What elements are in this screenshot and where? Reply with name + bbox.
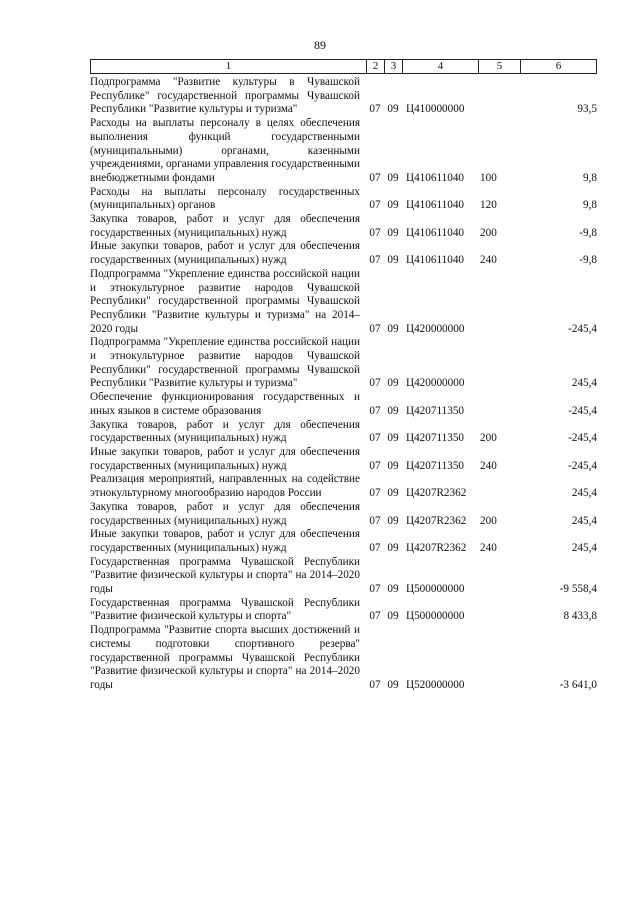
row-section-code: 07 xyxy=(369,610,381,623)
row-target-code: Ц4207R2362 xyxy=(406,514,467,527)
row-amount: -9,8 xyxy=(579,254,597,267)
row-target-code: Ц4207R2362 xyxy=(406,487,467,500)
row-subsection-code: 09 xyxy=(387,254,399,267)
row-amount: 245,4 xyxy=(571,487,597,500)
table-row xyxy=(90,336,600,391)
budget-table-body xyxy=(90,76,600,693)
row-description: Закупка товаров, работ и услуг для обеспечения государственных (муниципальных) нужд xyxy=(90,418,360,445)
row-subsection-code: 09 xyxy=(387,404,399,417)
row-amount: 9,8 xyxy=(583,171,597,184)
table-row xyxy=(90,501,600,528)
row-section-code: 07 xyxy=(369,541,381,554)
table-row xyxy=(90,597,600,624)
row-description: Закупка товаров, работ и услуг для обеспечения государственных (муниципальных) нужд xyxy=(90,500,360,527)
row-subsection-code: 09 xyxy=(387,583,399,596)
row-description: Подпрограмма "Развитие культуры в Чувашской Республике" государственной программы Чувашской Республики "Развитие культуры и туризма" xyxy=(90,76,360,116)
row-section-code: 07 xyxy=(369,404,381,417)
row-amount: -245,4 xyxy=(568,322,597,335)
row-section-code: 07 xyxy=(369,487,381,500)
row-description: Государственная программа Чувашской Республики "Развитие физической культуры и спорта" на 2014–2020 годы xyxy=(90,555,360,596)
row-expense-type: 240 xyxy=(480,459,497,472)
table-row xyxy=(90,473,600,500)
table-row xyxy=(90,528,600,555)
row-section-code: 07 xyxy=(369,171,381,184)
row-description: Государственная программа Чувашской Республики "Развитие физической культуры и спорта" xyxy=(90,596,360,623)
row-subsection-code: 09 xyxy=(387,199,399,212)
page-number: 89 xyxy=(314,38,326,52)
table-row xyxy=(90,240,600,267)
table-row xyxy=(90,556,600,597)
row-subsection-code: 09 xyxy=(387,171,399,184)
row-description: Подпрограмма "Развитие спорта высших достижений и системы подготовки спортивного резерва" государственной программы Чувашской Республики "Развитие физической культуры и спорта" на 2014–2020 годы xyxy=(90,624,360,691)
table-column-header xyxy=(90,59,597,74)
table-row xyxy=(90,446,600,473)
row-amount: -245,4 xyxy=(568,432,597,445)
row-section-code: 07 xyxy=(369,322,381,335)
row-subsection-code: 09 xyxy=(387,322,399,335)
row-subsection-code: 09 xyxy=(387,487,399,500)
row-description: Иные закупки товаров, работ и услуг для обеспечения государственных (муниципальных) нужд xyxy=(90,240,360,267)
row-amount: 93,5 xyxy=(577,103,597,116)
row-amount: -245,4 xyxy=(568,404,597,417)
row-expense-type: 240 xyxy=(480,254,497,267)
row-amount: 9,8 xyxy=(583,199,597,212)
row-description: Иные закупки товаров, работ и услуг для обеспечения государственных (муниципальных) нужд xyxy=(90,528,360,554)
row-amount: -9,8 xyxy=(579,226,597,239)
row-amount: -9 558,4 xyxy=(559,583,597,596)
row-description: Реализация мероприятий, направленных на содействие этнокультурному многообразию народов России xyxy=(90,473,360,500)
column-header-5: 5 xyxy=(479,60,521,73)
row-expense-type: 200 xyxy=(480,514,497,527)
row-target-code: Ц420000000 xyxy=(406,377,465,390)
row-subsection-code: 09 xyxy=(387,610,399,623)
row-target-code: Ц410611040 xyxy=(406,171,465,184)
row-target-code: Ц410000000 xyxy=(406,103,465,116)
row-description: Закупка товаров, работ и услуг для обеспечения государственных (муниципальных) нужд xyxy=(90,213,360,239)
row-section-code: 07 xyxy=(369,199,381,212)
row-expense-type: 200 xyxy=(480,226,497,239)
row-section-code: 07 xyxy=(369,226,381,239)
row-subsection-code: 09 xyxy=(387,678,399,691)
row-expense-type: 120 xyxy=(480,199,497,212)
row-target-code: Ц4207R2362 xyxy=(406,541,467,554)
column-header-6: 6 xyxy=(555,60,562,72)
row-amount: -245,4 xyxy=(568,459,597,472)
row-description: Иные закупки товаров, работ и услуг для обеспечения государственных (муниципальных) нужд xyxy=(90,445,360,472)
row-section-code: 07 xyxy=(369,432,381,445)
row-target-code: Ц410611040 xyxy=(406,226,465,239)
row-section-code: 07 xyxy=(369,678,381,691)
row-expense-type: 240 xyxy=(480,541,497,554)
row-amount: 245,4 xyxy=(571,541,597,554)
row-target-code: Ц420711350 xyxy=(406,404,465,417)
column-header-4: 4 xyxy=(403,60,479,73)
row-target-code: Ц520000000 xyxy=(406,678,465,691)
row-description: Подпрограмма "Укрепление единства российской нации и этнокультурное развитие народов Чувашской Республики" государственной программы Чувашской Республики "Развитие культуры и туризма" на 2014–2020 годы xyxy=(90,267,360,335)
row-expense-type: 100 xyxy=(480,171,497,184)
row-section-code: 07 xyxy=(369,583,381,596)
row-target-code: Ц410611040 xyxy=(406,199,465,212)
row-amount: 245,4 xyxy=(571,514,597,527)
row-subsection-code: 09 xyxy=(387,103,399,116)
row-subsection-code: 09 xyxy=(387,459,399,472)
table-row xyxy=(90,268,600,337)
row-amount: 245,4 xyxy=(571,377,597,390)
column-header-3: 3 xyxy=(385,60,403,73)
row-target-code: Ц500000000 xyxy=(406,583,465,596)
row-section-code: 07 xyxy=(369,459,381,472)
row-subsection-code: 09 xyxy=(387,377,399,390)
row-target-code: Ц420711350 xyxy=(406,459,465,472)
row-target-code: Ц500000000 xyxy=(406,610,465,623)
row-section-code: 07 xyxy=(369,377,381,390)
row-subsection-code: 09 xyxy=(387,226,399,239)
row-section-code: 07 xyxy=(369,254,381,267)
table-row xyxy=(90,76,600,117)
row-subsection-code: 09 xyxy=(387,541,399,554)
table-row xyxy=(90,624,600,693)
row-amount: -3 641,0 xyxy=(559,678,597,691)
row-subsection-code: 09 xyxy=(387,514,399,527)
row-subsection-code: 09 xyxy=(387,432,399,445)
table-row xyxy=(90,117,600,186)
row-expense-type: 200 xyxy=(480,432,497,445)
row-section-code: 07 xyxy=(369,103,381,116)
table-row xyxy=(90,419,600,446)
row-description: Подпрограмма "Укрепление единства российской нации и этнокультурное развитие народов Чувашской Республики" государственной программы Чувашской Республики "Развитие культуры и туризма" xyxy=(90,336,360,390)
column-header-1: 1 xyxy=(91,60,367,73)
table-row xyxy=(90,186,600,213)
row-target-code: Ц420711350 xyxy=(406,432,465,445)
table-row xyxy=(90,213,600,240)
row-section-code: 07 xyxy=(369,514,381,527)
row-description: Обеспечение функционирования государственных и иных языков в системе образования xyxy=(90,391,360,417)
row-amount: 8 433,8 xyxy=(563,610,597,623)
table-row xyxy=(90,391,600,418)
row-target-code: Ц410611040 xyxy=(406,254,465,267)
row-description: Расходы на выплаты персоналу в целях обеспечения выполнения функций государственными (муниципальными) органами, казенными учреждениями, органами управления государственными внебюджетными фондами xyxy=(90,117,360,184)
row-description: Расходы на выплаты персоналу государственных (муниципальных) органов xyxy=(90,185,360,212)
column-header-2: 2 xyxy=(367,60,385,73)
row-target-code: Ц420000000 xyxy=(406,322,465,335)
